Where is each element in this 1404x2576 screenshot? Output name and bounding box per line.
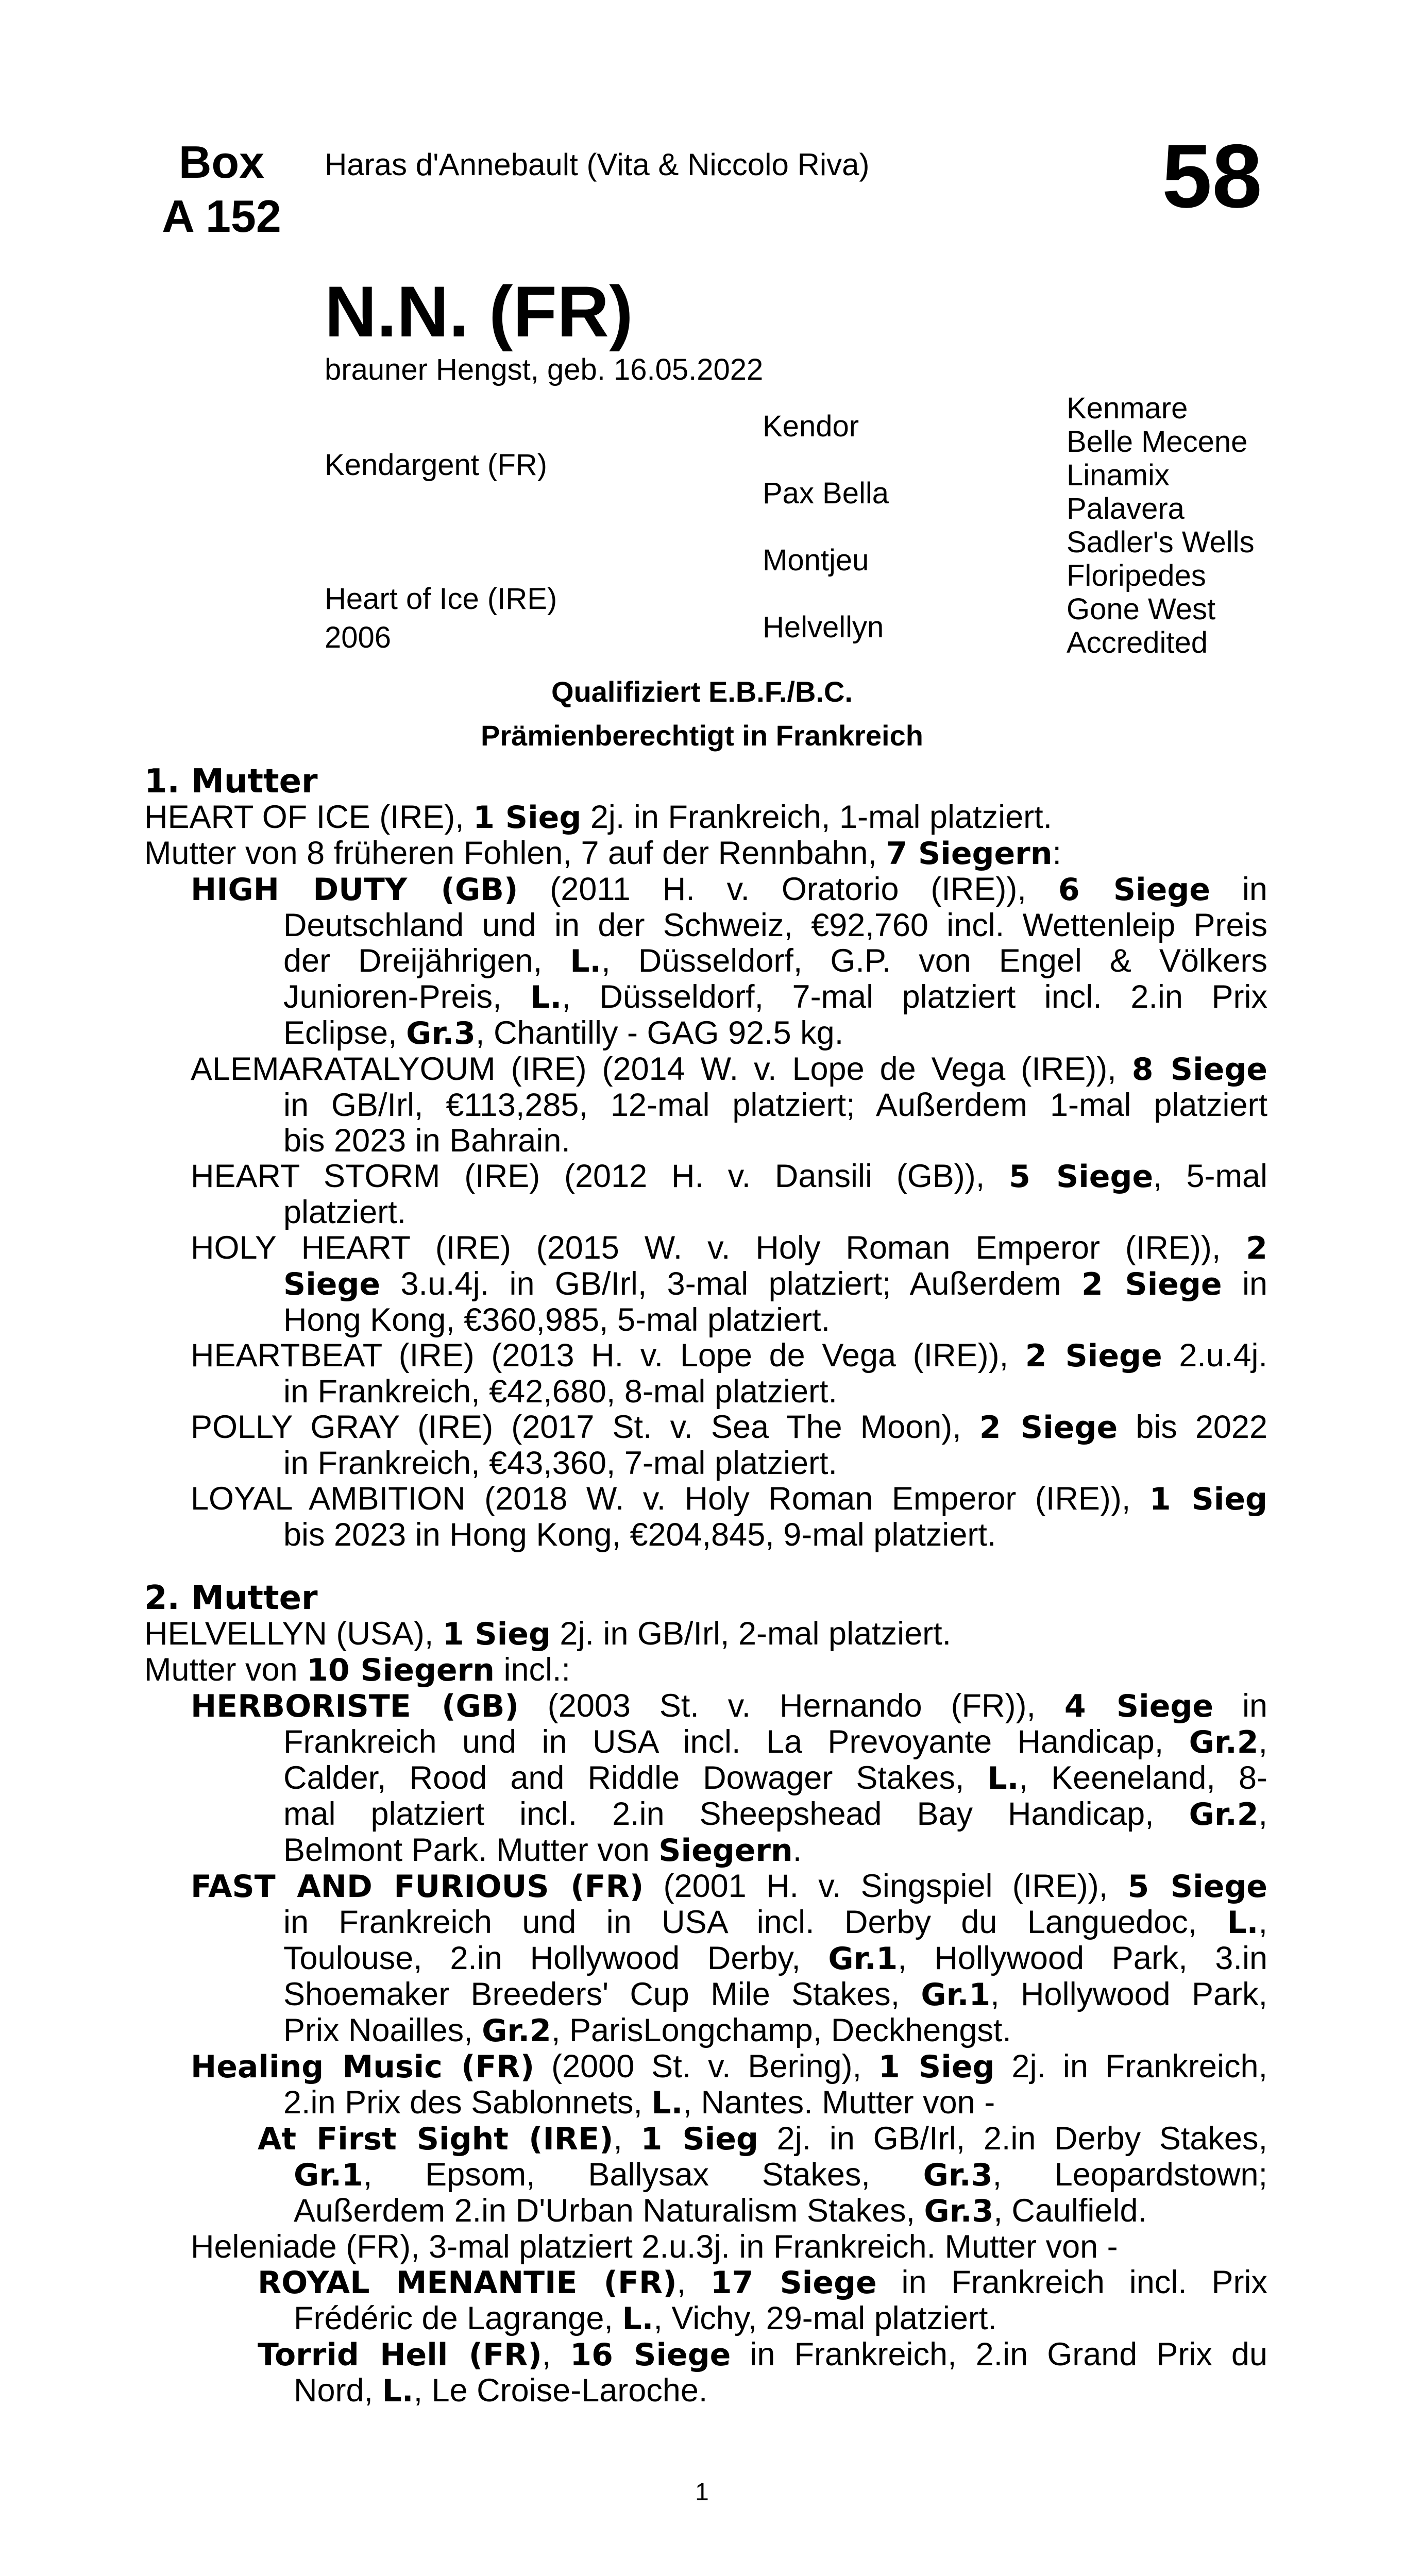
entry-line xyxy=(144,1052,1267,1088)
bold-text: 2 xyxy=(1246,1230,1267,1266)
text-run: , xyxy=(676,2264,711,2300)
bold-text: 5 Siege xyxy=(1009,1159,1154,1195)
text-run: , xyxy=(1258,1904,1267,1940)
entry-line xyxy=(144,1481,1267,1517)
bold-text: HERBORISTE (GB) xyxy=(191,1688,519,1724)
pedigree-great-grandparent: Sadler's Wells xyxy=(1067,526,1255,559)
bold-text: 1 Sieg xyxy=(1149,1481,1267,1517)
text-run: in Frankreich, €43,360, 7-mal platziert. xyxy=(283,1445,837,1481)
bold-text: 7 Siegern xyxy=(886,836,1053,872)
bold-text: 2 Siege xyxy=(1081,1266,1222,1302)
text-run: der Dreijährigen, xyxy=(283,943,570,979)
text-run: , xyxy=(542,2336,570,2372)
pedigree-sire: Kendargent (FR) xyxy=(325,448,547,482)
pedigree-great-grandparent: Palavera xyxy=(1067,492,1185,526)
bold-text: Gr.1 xyxy=(921,1977,991,2013)
text-run: , Hollywood Park, 3.in xyxy=(898,1940,1267,1976)
horse-name: N.N. (FR) xyxy=(325,271,633,352)
entry-line xyxy=(144,1266,1267,1302)
pedigree-great-grandparent: Gone West xyxy=(1067,592,1216,626)
text-run: 3.u.4j. in GB/Irl, 3-mal platziert; Außerdem xyxy=(380,1266,1081,1302)
text-run: 2j. in GB/Irl, 2-mal platziert. xyxy=(550,1616,952,1652)
text-run: bis 2023 in Bahrain. xyxy=(283,1123,570,1159)
text-run: , Vichy, 29-mal platziert. xyxy=(653,2300,997,2336)
first-dam-section xyxy=(144,800,1267,1553)
pedigree-great-grandparent: Floripedes xyxy=(1067,559,1206,592)
lot-number: 58 xyxy=(1162,126,1262,227)
text-run: Frédéric de Lagrange, xyxy=(294,2300,622,2336)
bold-text: L. xyxy=(622,2301,654,2337)
bold-text: 8 Siege xyxy=(1131,1052,1267,1088)
text-run: bis 2022 xyxy=(1118,1409,1267,1445)
text-run: (2000 St. v. Bering), xyxy=(534,2048,878,2084)
bold-text: 1 Sieg xyxy=(878,2049,995,2085)
text-run: HEARTBEAT (IRE) (2013 H. v. Lope de Vega (IRE)), xyxy=(191,1337,1025,1374)
entry-line xyxy=(144,908,1267,943)
entry-line xyxy=(144,1230,1267,1266)
text-run: 2.u.4j. xyxy=(1162,1337,1267,1374)
text-run: Frankreich und in USA incl. La Prevoyante Handicap, xyxy=(283,1724,1189,1760)
text-run: in xyxy=(1213,1688,1267,1724)
bold-text: Torrid Hell (FR) xyxy=(258,2337,542,2373)
entry-line xyxy=(144,1517,1267,1553)
bold-text: 17 Siege xyxy=(710,2265,877,2301)
entry-line xyxy=(144,2049,1267,2085)
text-run: : xyxy=(1052,835,1061,871)
bold-text: Gr.2 xyxy=(482,2013,551,2049)
bold-text: 16 Siege xyxy=(570,2337,731,2373)
entry-line xyxy=(144,2121,1267,2157)
pedigree-great-grandparent: Linamix xyxy=(1067,459,1170,492)
text-run: , Chantilly - GAG 92.5 kg. xyxy=(475,1015,844,1051)
text-run: , Epsom, Ballysax Stakes, xyxy=(363,2157,923,2193)
text-run: POLLY GRAY (IRE) (2017 St. v. Sea The Moon), xyxy=(191,1409,979,1445)
bold-text: FAST AND FURIOUS (FR) xyxy=(191,1869,644,1905)
bold-text: Healing Music (FR) xyxy=(191,2049,535,2085)
pedigree-great-grandparent: Belle Mecene xyxy=(1067,425,1248,459)
text-run: , Nantes. Mutter von - xyxy=(683,2084,995,2121)
bold-text: 10 Siegern xyxy=(307,1652,495,1688)
entry-line xyxy=(144,2085,1267,2121)
entry-line xyxy=(144,1195,1267,1230)
entry-line xyxy=(144,2193,1267,2229)
entry-line xyxy=(144,1797,1267,1833)
entry-line xyxy=(144,1088,1267,1123)
entry-line xyxy=(144,1159,1267,1195)
entry-line xyxy=(144,2229,1267,2265)
text-run: in Frankreich, €42,680, 8-mal platziert. xyxy=(283,1374,837,1410)
entry-line xyxy=(144,1446,1267,1481)
entry-line xyxy=(144,1977,1267,2013)
entry-line xyxy=(144,943,1267,979)
text-run: 2.in Prix des Sablonnets, xyxy=(283,2084,652,2121)
pedigree-great-grandparent: Kenmare xyxy=(1067,392,1188,425)
bold-text: L. xyxy=(570,943,602,979)
text-run: Prix Noailles, xyxy=(283,2012,482,2048)
qualification-ebf: Qualifiziert E.B.F./B.C. xyxy=(551,675,853,708)
bold-text: Gr.3 xyxy=(923,2157,993,2193)
bold-text: 1 Sieg xyxy=(442,1616,551,1652)
entry-line xyxy=(144,1688,1267,1724)
text-run: incl.: xyxy=(494,1652,570,1688)
entry-line xyxy=(144,1869,1267,1905)
entry-line xyxy=(144,1833,1267,1869)
text-run: bis 2023 in Hong Kong, €204,845, 9-mal platziert. xyxy=(283,1517,996,1553)
text-run: Nord, xyxy=(294,2372,382,2409)
pedigree-grandparent: Kendor xyxy=(763,410,859,443)
bold-text: Siegern xyxy=(658,1833,793,1869)
entry-line xyxy=(144,2337,1267,2373)
text-run: , Düsseldorf, G.P. von Engel & Völkers xyxy=(601,943,1267,979)
bold-text: 2 Siege xyxy=(1025,1338,1162,1374)
text-run: Heleniade (FR), 3-mal platziert 2.u.3j. in Frankreich. Mutter von - xyxy=(191,2229,1118,2265)
bold-text: Siege xyxy=(283,1266,381,1302)
entry-line xyxy=(144,1338,1267,1374)
text-run: Toulouse, 2.in Hollywood Derby, xyxy=(283,1940,828,1976)
text-run: HEART OF ICE (IRE), xyxy=(144,799,473,835)
text-run: 2j. in Frankreich, xyxy=(994,2048,1267,2084)
second-dam-section xyxy=(144,1616,1267,2409)
bold-text: 4 Siege xyxy=(1064,1688,1214,1724)
bold-text: Gr.2 xyxy=(1189,1724,1259,1760)
text-run: in GB/Irl, €113,285, 12-mal platziert; Außerdem 1-mal platziert xyxy=(283,1087,1267,1123)
bold-text: 6 Siege xyxy=(1058,872,1210,908)
pedigree-great-grandparent: Accredited xyxy=(1067,626,1208,659)
bold-text: L. xyxy=(651,2085,683,2121)
bold-text: L. xyxy=(987,1760,1019,1797)
entry-line xyxy=(144,1374,1267,1410)
text-run: , ParisLongchamp, Deckhengst. xyxy=(551,2012,1011,2048)
entry-line xyxy=(144,1015,1267,1052)
entry-line xyxy=(144,1905,1267,1941)
first-dam-heading: 1. Mutter xyxy=(144,762,318,801)
text-run: Junioren-Preis, xyxy=(283,979,531,1015)
text-run: , Leopardstown; xyxy=(992,2157,1267,2193)
text-run: in xyxy=(1210,871,1267,907)
bold-text: Gr.3 xyxy=(406,1015,476,1052)
bold-text: 5 Siege xyxy=(1127,1869,1267,1905)
text-run: , Hollywood Park, xyxy=(990,1976,1267,2012)
bold-text: Gr.1 xyxy=(828,1941,898,1977)
text-run: in Frankreich und in USA incl. Derby du Languedoc, xyxy=(283,1904,1227,1940)
bold-text: 2 Siege xyxy=(979,1410,1118,1446)
entry-line xyxy=(144,1123,1267,1159)
text-run: HOLY HEART (IRE) (2015 W. v. Holy Roman Emperor (IRE)), xyxy=(191,1230,1246,1266)
text-run: mal platziert incl. 2.in Sheepshead Bay Handicap, xyxy=(283,1796,1189,1832)
text-run: , xyxy=(1258,1724,1267,1760)
bold-text: HIGH DUTY (GB) xyxy=(191,872,518,908)
text-run: , xyxy=(1258,1796,1267,1832)
bold-text: L. xyxy=(382,2373,414,2409)
text-run: LOYAL AMBITION (2018 W. v. Holy Roman Emperor (IRE)), xyxy=(191,1481,1149,1517)
entry-line xyxy=(144,836,1267,872)
entry-line xyxy=(144,979,1267,1015)
bold-text: ROYAL MENANTIE (FR) xyxy=(258,2265,677,2301)
page-number: 1 xyxy=(695,2479,709,2506)
pedigree-grandparent: Pax Bella xyxy=(763,477,889,510)
text-run: Deutschland und in der Schweiz, €92,760 incl. Wettenleip Preis xyxy=(283,907,1267,943)
text-run: in xyxy=(1222,1266,1267,1302)
text-run: in Frankreich incl. Prix xyxy=(876,2264,1268,2300)
text-run: , xyxy=(613,2121,641,2157)
entry-line xyxy=(144,2301,1267,2337)
horse-description: brauner Hengst, geb. 16.05.2022 xyxy=(325,353,764,386)
bold-text: Gr.1 xyxy=(294,2157,363,2193)
text-run: Calder, Rood and Riddle Dowager Stakes, xyxy=(283,1760,988,1796)
text-run: , 5-mal xyxy=(1153,1158,1268,1194)
bold-text: 1 Sieg xyxy=(640,2121,758,2157)
text-run: 2j. in GB/Irl, 2.in Derby Stakes, xyxy=(758,2121,1267,2157)
entry-line xyxy=(144,1410,1267,1446)
text-run: , Caulfield. xyxy=(993,2193,1147,2229)
bold-text: Gr.2 xyxy=(1189,1797,1259,1833)
text-run: HELVELLYN (USA), xyxy=(144,1616,443,1652)
text-run: , Düsseldorf, 7-mal platziert incl. 2.in Prix xyxy=(562,979,1267,1015)
entry-line xyxy=(144,800,1267,836)
text-run: Außerdem 2.in D'Urban Naturalism Stakes, xyxy=(294,2193,924,2229)
text-run: , Keeneland, 8- xyxy=(1019,1760,1268,1796)
entry-line xyxy=(144,1302,1267,1338)
bold-text: 1 Sieg xyxy=(473,800,582,836)
entry-line xyxy=(144,1941,1267,1977)
text-run: (2011 H. v. Oratorio (IRE)), xyxy=(518,871,1058,907)
bold-text: Gr.3 xyxy=(924,2193,994,2229)
entry-line xyxy=(144,872,1267,908)
text-run: Hong Kong, €360,985, 5-mal platziert. xyxy=(283,1302,831,1338)
text-run: Belmont Park. Mutter von xyxy=(283,1832,659,1868)
text-run: Shoemaker Breeders' Cup Mile Stakes, xyxy=(283,1976,921,2012)
bold-text: At First Sight (IRE) xyxy=(258,2121,614,2157)
entry-line xyxy=(144,1616,1267,1652)
box-label: Box xyxy=(178,137,265,188)
entry-line xyxy=(144,2013,1267,2049)
text-run: platziert. xyxy=(283,1194,407,1230)
text-run: HEART STORM (IRE) (2012 H. v. Dansili (GB)), xyxy=(191,1158,1009,1194)
second-dam-heading: 2. Mutter xyxy=(144,1579,318,1617)
text-run: 2j. in Frankreich, 1-mal platziert. xyxy=(581,799,1053,835)
text-run: (2003 St. v. Hernando (FR)), xyxy=(518,1688,1064,1724)
entry-line xyxy=(144,1724,1267,1760)
text-run: Mutter von 8 früheren Fohlen, 7 auf der Rennbahn, xyxy=(144,835,886,871)
pedigree-dam: Heart of Ice (IRE) xyxy=(325,582,557,616)
text-run: in Frankreich, 2.in Grand Prix du xyxy=(731,2336,1267,2372)
entry-line xyxy=(144,1760,1267,1797)
pedigree-grandparent: Helvellyn xyxy=(763,611,884,644)
entry-line xyxy=(144,2157,1267,2193)
text-run: Eclipse, xyxy=(283,1015,407,1051)
entry-line xyxy=(144,1652,1267,1688)
text-run: . xyxy=(792,1832,802,1868)
box-number: A 152 xyxy=(162,191,281,242)
bold-text: L. xyxy=(1227,1905,1259,1941)
text-run: , Le Croise-Laroche. xyxy=(413,2372,708,2409)
text-run: Mutter von xyxy=(144,1652,307,1688)
entry-line xyxy=(144,2265,1267,2301)
pedigree-dam-year: 2006 xyxy=(325,621,392,654)
text-run: ALEMARATALYOUM (IRE) (2014 W. v. Lope de Vega (IRE)), xyxy=(191,1051,1132,1087)
text-run: (2001 H. v. Singspiel (IRE)), xyxy=(644,1868,1128,1904)
qualification-premium: Prämienberechtigt in Frankreich xyxy=(481,719,923,752)
bold-text: L. xyxy=(530,979,562,1015)
pedigree-grandparent: Montjeu xyxy=(763,544,869,577)
consignor: Haras d'Annebault (Vita & Niccolo Riva) xyxy=(325,147,870,182)
entry-line xyxy=(144,2373,1267,2409)
